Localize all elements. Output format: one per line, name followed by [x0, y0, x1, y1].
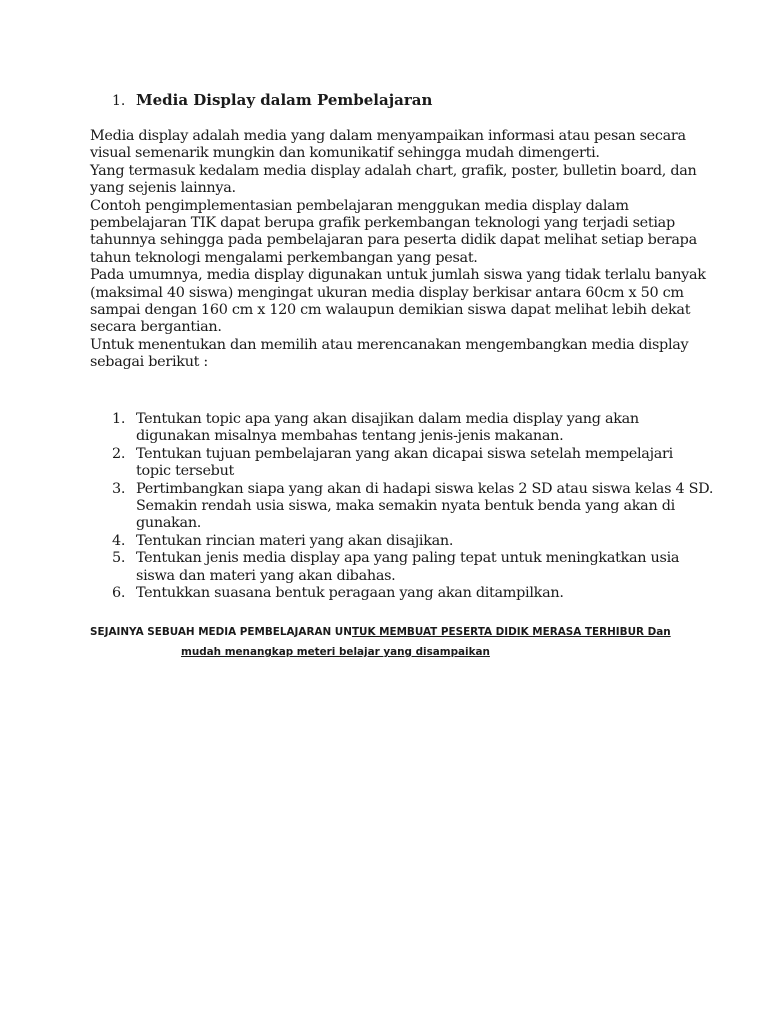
list-item-number: 1.	[112, 411, 126, 427]
list-item-line: Tentukan jenis media display apa yang paling tepat untuk meningkatkan usia	[136, 550, 680, 567]
list-item-line: Tentukan tujuan pembelajaran yang akan dicapai siswa setelah mempelajari	[136, 445, 673, 462]
body-line: Yang termasuk kedalam media display adalah chart, grafik, poster, bulletin board, dan	[90, 162, 697, 179]
body-line: yang sejenis lainnya.	[90, 180, 236, 197]
list-item-line: topic tersebut	[136, 463, 235, 480]
list-item-line: Tentukan rincian materi yang akan disajikan.	[136, 532, 454, 549]
body-line: sebagai berikut :	[90, 354, 208, 371]
list-item	[112, 411, 713, 446]
list-item	[112, 481, 713, 533]
list-item-number: 4.	[112, 532, 126, 549]
list-item	[112, 585, 713, 602]
body-line: (maksimal 40 siswa) mengingat ukuran media display berkisar antara 60cm x 50 cm	[90, 284, 684, 301]
body-line: tahun teknologi mengalami perkembangan yang pesat.	[90, 249, 478, 266]
heading-title: Media Display dalam Pembelajaran	[136, 91, 433, 109]
closing-text-underlined: mudah menangkap meteri belajar yang disampaikan	[181, 646, 490, 658]
list-item-number: 2.	[112, 445, 126, 462]
list-item-line: Tentukkan suasana bentuk peragaan yang akan ditampilkan.	[136, 584, 564, 601]
body-paragraphs	[90, 128, 706, 371]
list-item-line: Tentukan topic apa yang akan disajikan dalam media display yang akan	[136, 411, 639, 427]
body-line: tahunnya sehingga pada pembelajaran para peserta didik dapat melihat setiap berapa	[90, 232, 697, 249]
body-line: Contoh pengimplementasian pembelajaran menggukan media display dalam	[90, 197, 629, 214]
list-item-line: gunakan.	[136, 515, 202, 532]
closing-text-underlined: TUK MEMBUAT PESERTA DIDIK MERASA TERHIBUR Dan	[351, 626, 671, 638]
list-item-line: Pertimbangkan siapa yang akan di hadapi siswa kelas 2 SD atau siswa kelas 4 SD.	[136, 480, 714, 497]
body-line: Pada umumnya, media display digunakan untuk jumlah siswa yang tidak terlalu banyak	[90, 267, 706, 284]
body-line: Media display adalah media yang dalam menyampaikan informasi atau pesan secara	[90, 128, 686, 144]
heading-number: 1.	[112, 93, 126, 109]
list-item-line: Semakin rendah usia siswa, maka semakin nyata bentuk benda yang akan di	[136, 497, 675, 514]
closing-statement-line-1	[90, 626, 671, 638]
list-item-number: 5.	[112, 550, 126, 567]
body-line: pembelajaran TIK dapat berupa grafik perkembangan teknologi yang terjadi setiap	[90, 214, 675, 231]
list-item-line: siswa dan materi yang akan dibahas.	[136, 567, 396, 584]
body-line: secara bergantian.	[90, 319, 222, 336]
list-item	[112, 446, 713, 481]
list-item-number: 6.	[112, 584, 126, 601]
body-line: Untuk menentukan dan memilih atau merencanakan mengembangkan media display	[90, 336, 689, 353]
steps-list	[112, 411, 713, 602]
body-line: visual semenarik mungkin dan komunikatif sehingga mudah dimengerti.	[90, 145, 600, 162]
closing-text-plain: SEJAINYA SEBUAH MEDIA PEMBELAJARAN UN	[90, 626, 352, 638]
list-item	[112, 533, 713, 550]
section-heading	[112, 91, 432, 109]
list-item-number: 3.	[112, 480, 126, 497]
list-item	[112, 550, 713, 585]
list-item-line: digunakan misalnya membahas tentang jenis-jenis makanan.	[136, 428, 564, 445]
closing-statement-line-2	[181, 646, 490, 658]
body-line: sampai dengan 160 cm x 120 cm walaupun demikian siswa dapat melihat lebih dekat	[90, 301, 691, 318]
